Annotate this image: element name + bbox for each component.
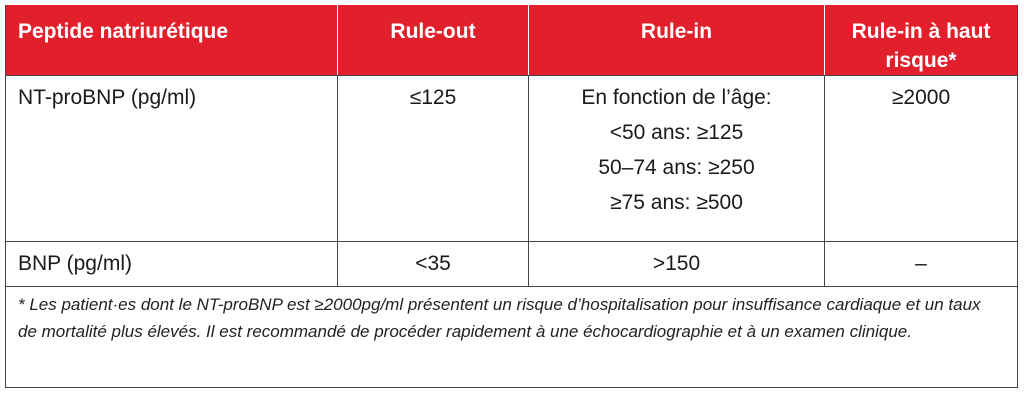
rule-in-line: 50–74 ans: ≥250 [598, 156, 755, 179]
cell-peptide: NT-proBNP (pg/ml) [6, 76, 338, 242]
table-row-nt-probnp [6, 76, 1018, 242]
footnote: * Les patient·es dont le NT-proBNP est ≥2000pg/ml présentent un risque d’hospitalisation pour insuffisance cardiaque et un taux de mortalité plus élevés. Il est recommandé de procéder rapidement à une échocardiographie et à un examen clinique. [6, 287, 1018, 388]
rule-in-line: ≥75 ans: ≥500 [610, 191, 743, 214]
table-row-bnp [6, 242, 1018, 287]
header-row [6, 5, 1018, 76]
cell-rule-out: <35 [338, 242, 529, 287]
natriuretic-peptide-table [5, 5, 1018, 388]
header-peptide: Peptide natriurétique [6, 5, 338, 76]
cell-rule-in [529, 76, 825, 242]
cell-rule-in: >150 [529, 242, 825, 287]
header-rule-in: Rule-in [529, 5, 825, 76]
header-rule-out: Rule-out [338, 5, 529, 76]
cell-rule-in-high-risk: ≥2000 [825, 76, 1018, 242]
footnote-row [6, 287, 1018, 388]
rule-in-line: En fonction de l’âge: [581, 86, 772, 109]
cell-rule-in-high-risk: – [825, 242, 1018, 287]
header-rule-in-high-risk: Rule-in à haut risque* [825, 5, 1018, 76]
rule-in-line: <50 ans: ≥125 [609, 121, 744, 144]
cell-rule-out: ≤125 [338, 76, 529, 242]
cell-peptide: BNP (pg/ml) [6, 242, 338, 287]
